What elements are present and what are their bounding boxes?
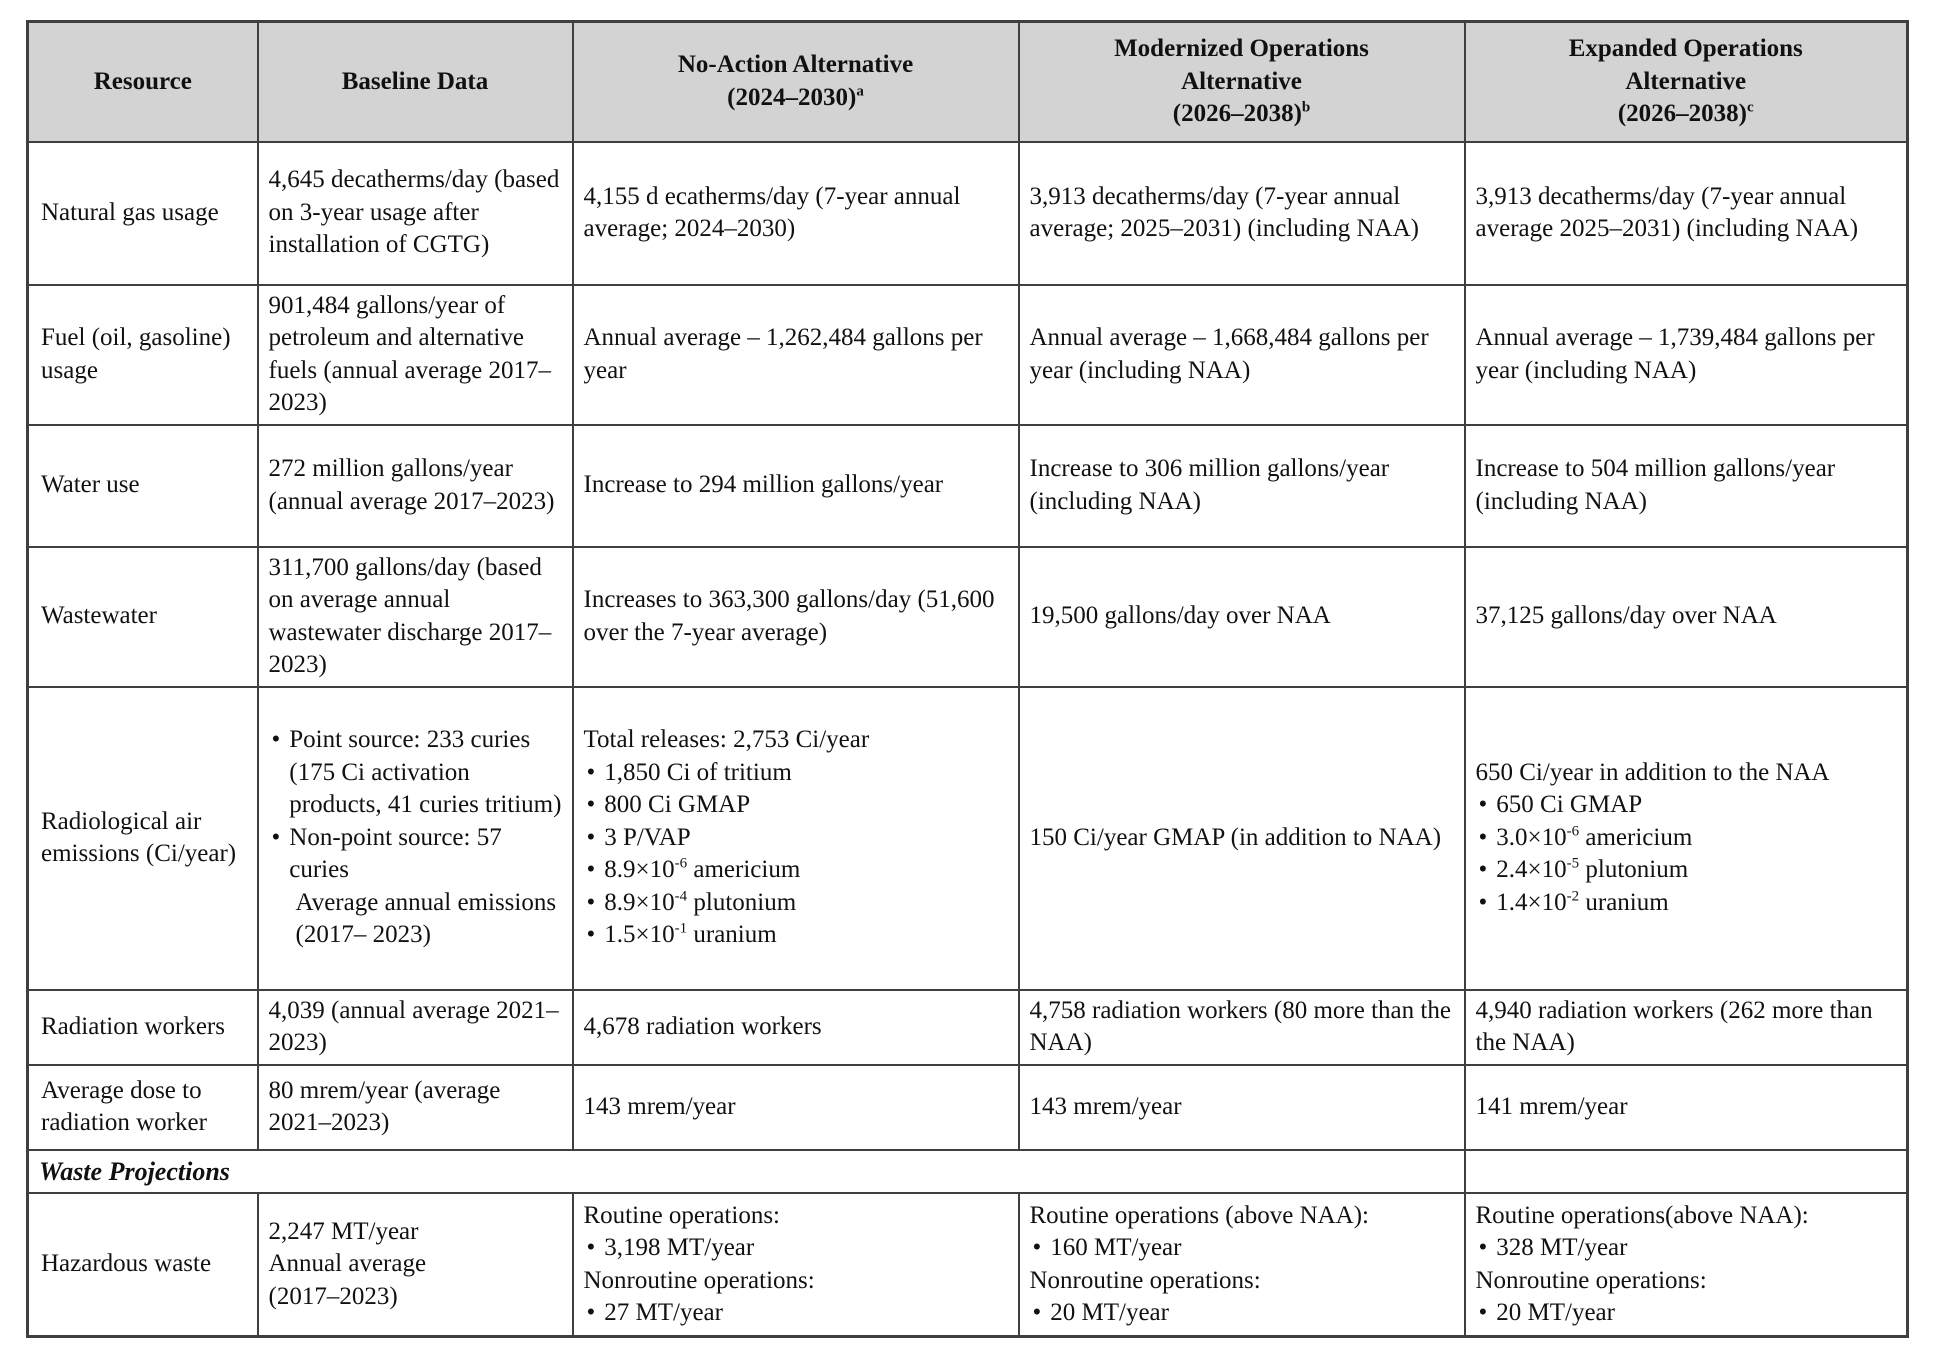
exponent: -5 xyxy=(1566,855,1580,872)
row-fuel xyxy=(28,285,1908,425)
value-base: 1.5×10 xyxy=(604,921,675,949)
header-line xyxy=(582,82,1010,115)
value-base: 1.4×10 xyxy=(1496,888,1567,916)
cell-fuel-expanded: Annual average – 1,739,484 gallons per year (including NAA) xyxy=(1465,285,1908,425)
cell-hazardous-expanded xyxy=(1465,1193,1908,1336)
cell-rad-air-modernized: 150 Ci/year GMAP (in addition to NAA) xyxy=(1019,687,1465,990)
col-header-expanded xyxy=(1465,22,1908,142)
list-intro: Nonroutine operations: xyxy=(1029,1266,1261,1294)
cell-natural-gas-baseline: 4,645 decatherms/day (based on 3-year usage after installation of CGTG) xyxy=(258,142,573,285)
bullet-item: • 20 MT/year xyxy=(1476,1297,1897,1330)
list-intro: Nonroutine operations: xyxy=(1475,1266,1707,1294)
cell-fuel-noaction: Annual average – 1,262,484 gallons per year xyxy=(573,285,1019,425)
value-rest: plutonium xyxy=(687,888,797,916)
bullet-item: • 1,850 Ci of tritium xyxy=(584,757,1008,790)
cell-rad-workers-resource: Radiation workers xyxy=(28,990,258,1065)
baseline-line: Annual average xyxy=(268,1250,427,1278)
cell-avg-dose-baseline: 80 mrem/year (average 2021–2023) xyxy=(258,1065,573,1150)
cell-fuel-baseline: 901,484 gallons/year of petroleum and alternative fuels (annual average 2017–2023) xyxy=(258,285,573,425)
exponent: -2 xyxy=(1566,888,1580,905)
resource-comparison-table xyxy=(26,20,1909,1338)
cell-wastewater-noaction: Increases to 363,300 gallons/day (51,600 over the 7-year average) xyxy=(573,547,1019,687)
cell-hazardous-resource: Hazardous waste xyxy=(28,1193,258,1336)
list-intro: Routine operations(above NAA): xyxy=(1475,1201,1809,1229)
cell-water-baseline: 272 million gallons/year (annual average 2017–2023) xyxy=(258,425,573,547)
row-water xyxy=(28,425,1908,547)
col-header-baseline: Baseline Data xyxy=(258,22,573,142)
header-row xyxy=(28,22,1908,142)
col-header-modernized xyxy=(1019,22,1465,142)
bullet-item: • 20 MT/year xyxy=(1030,1297,1454,1330)
value-base: 3.0×10 xyxy=(1496,823,1567,851)
cell-wastewater-resource: Wastewater xyxy=(28,547,258,687)
header-years: (2026–2038) xyxy=(1172,100,1302,127)
footnote-marker: a xyxy=(856,83,864,100)
cell-rad-workers-expanded: 4,940 radiation workers (262 more than the NAA) xyxy=(1465,990,1908,1065)
cell-fuel-resource: Fuel (oil, gasoline) usage xyxy=(28,285,258,425)
cell-water-modernized: Increase to 306 million gallons/year (including NAA) xyxy=(1019,425,1465,547)
cell-water-resource: Water use xyxy=(28,425,258,547)
header-line: Alternative xyxy=(1625,67,1747,95)
footnote-marker: c xyxy=(1746,99,1754,116)
cell-wastewater-modernized: 19,500 gallons/day over NAA xyxy=(1019,547,1465,687)
list-intro: 650 Ci/year in addition to the NAA xyxy=(1475,758,1830,786)
cell-natural-gas-modernized: 3,913 decatherms/day (7-year annual average; 2025–2031) (including NAA) xyxy=(1019,142,1465,285)
bullet-item xyxy=(584,919,1008,952)
footnote-marker: b xyxy=(1301,99,1311,116)
row-waste-projections-section xyxy=(28,1150,1908,1194)
cell-rad-air-noaction xyxy=(573,687,1019,990)
header-line xyxy=(1028,98,1456,131)
col-header-resource: Resource xyxy=(28,22,258,142)
cell-hazardous-noaction xyxy=(573,1193,1019,1336)
header-years: (2026–2038) xyxy=(1617,100,1747,127)
list-intro: Routine operations (above NAA): xyxy=(1029,1201,1370,1229)
list-intro: Routine operations: xyxy=(583,1201,780,1229)
value-rest: americium xyxy=(1579,823,1693,851)
bullet-item: • 800 Ci GMAP xyxy=(584,789,1008,822)
row-radiation-workers xyxy=(28,990,1908,1065)
cell-water-noaction: Increase to 294 million gallons/year xyxy=(573,425,1019,547)
col-header-noaction xyxy=(573,22,1019,142)
bullet-item xyxy=(1476,854,1897,887)
bullet-item: • 3,198 MT/year xyxy=(584,1232,1008,1265)
bullet-item: • 328 MT/year xyxy=(1476,1232,1897,1265)
cell-avg-dose-resource: Average dose to radiation worker xyxy=(28,1065,258,1150)
bullet-item xyxy=(584,854,1008,887)
value-rest: plutonium xyxy=(1579,856,1689,884)
bullet-item xyxy=(1476,887,1897,920)
bullet-item: • 27 MT/year xyxy=(584,1297,1008,1330)
cell-hazardous-modernized xyxy=(1019,1193,1465,1336)
cell-avg-dose-noaction: 143 mrem/year xyxy=(573,1065,1019,1150)
cell-avg-dose-expanded: 141 mrem/year xyxy=(1465,1065,1908,1150)
exponent: -6 xyxy=(674,855,688,872)
value-rest: americium xyxy=(687,856,801,884)
row-wastewater xyxy=(28,547,1908,687)
baseline-line: (2017–2023) xyxy=(268,1282,398,1310)
cell-water-expanded: Increase to 504 million gallons/year (including NAA) xyxy=(1465,425,1908,547)
value-base: 8.9×10 xyxy=(604,888,675,916)
cell-natural-gas-noaction: 4,155 d ecatherms/day (7-year annual average; 2024–2030) xyxy=(573,142,1019,285)
cell-rad-air-resource: Radiological air emissions (Ci/year) xyxy=(28,687,258,990)
cell-wastewater-expanded: 37,125 gallons/day over NAA xyxy=(1465,547,1908,687)
value-base: 2.4×10 xyxy=(1496,856,1567,884)
bullet-item: • 160 MT/year xyxy=(1030,1232,1454,1265)
cell-rad-air-baseline xyxy=(258,687,573,990)
bullet-item: • 650 Ci GMAP xyxy=(1476,789,1897,822)
header-line: Alternative xyxy=(1181,67,1302,95)
bullet-item xyxy=(584,887,1008,920)
row-hazardous-waste xyxy=(28,1193,1908,1336)
value-rest: uranium xyxy=(1579,888,1669,916)
header-years: (2024–2030) xyxy=(727,83,857,111)
list-intro: Nonroutine operations: xyxy=(583,1266,815,1294)
exponent: -1 xyxy=(674,920,688,937)
bullet-item: • 3 P/VAP xyxy=(584,822,1008,855)
baseline-note: Average annual emissions (2017– 2023) xyxy=(295,888,557,949)
bullet-item: • Non-point source: 57 curies xyxy=(269,822,562,887)
row-natural-gas xyxy=(28,142,1908,285)
cell-rad-workers-baseline: 4,039 (annual average 2021–2023) xyxy=(258,990,573,1065)
value-rest: uranium xyxy=(687,921,777,949)
row-radiological-air xyxy=(28,687,1908,990)
list-intro: Total releases: 2,753 Ci/year xyxy=(583,726,870,754)
cell-avg-dose-modernized: 143 mrem/year xyxy=(1019,1065,1465,1150)
cell-natural-gas-expanded: 3,913 decatherms/day (7-year annual average 2025–2031) (including NAA) xyxy=(1465,142,1908,285)
header-line: No-Action Alternative xyxy=(677,51,914,79)
bullet-item xyxy=(1476,822,1897,855)
cell-waste-projections-empty xyxy=(1465,1150,1908,1194)
exponent: -4 xyxy=(674,888,688,905)
header-line: Expanded Operations xyxy=(1568,35,1803,62)
cell-wastewater-baseline: 311,700 gallons/day (based on average annual wastewater discharge 2017–2023) xyxy=(258,547,573,687)
bullet-item: • Point source: 233 curies (175 Ci activation products, 41 curies tritium) xyxy=(269,724,562,822)
cell-hazardous-baseline xyxy=(258,1193,573,1336)
cell-rad-workers-modernized: 4,758 radiation workers (80 more than the NAA) xyxy=(1019,990,1465,1065)
header-line: Modernized Operations xyxy=(1114,35,1369,62)
cell-fuel-modernized: Annual average – 1,668,484 gallons per year (including NAA) xyxy=(1019,285,1465,425)
exponent: -6 xyxy=(1566,823,1580,840)
row-average-dose xyxy=(28,1065,1908,1150)
header-line xyxy=(1474,98,1899,131)
cell-rad-air-expanded xyxy=(1465,687,1908,990)
cell-rad-workers-noaction: 4,678 radiation workers xyxy=(573,990,1019,1065)
cell-natural-gas-resource: Natural gas usage xyxy=(28,142,258,285)
section-header-waste-projections: Waste Projections xyxy=(28,1150,1465,1194)
value-base: 8.9×10 xyxy=(604,856,675,884)
baseline-line: 2,247 MT/year xyxy=(268,1217,419,1245)
